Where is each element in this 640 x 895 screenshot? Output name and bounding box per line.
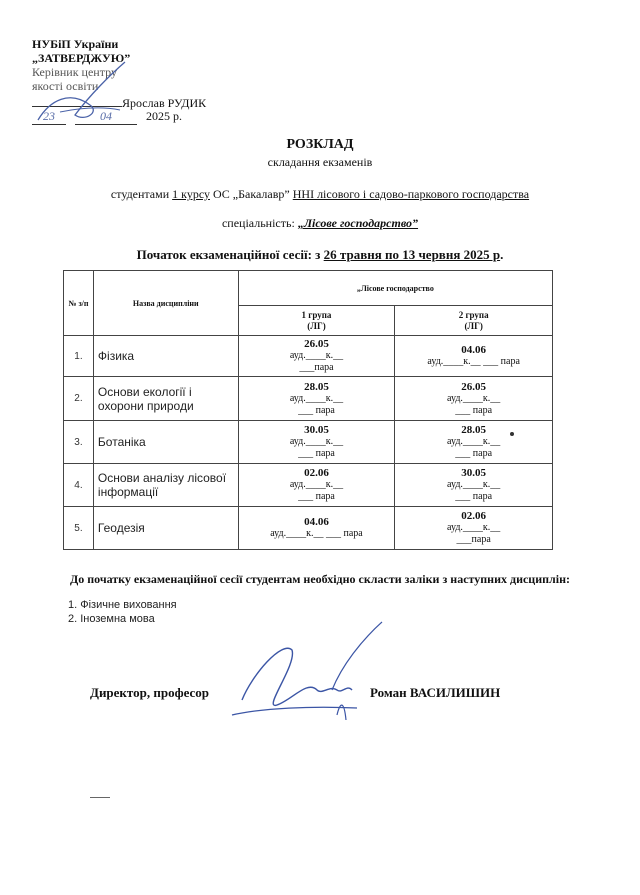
header-discipline: Назва дисципліни <box>93 271 238 336</box>
exam-date: 30.05 <box>304 424 329 436</box>
list-item: 1. Фізичне виховання <box>68 599 177 611</box>
row-num: 3. <box>64 421 94 464</box>
exam-room: ауд.____к.__ <box>289 392 344 404</box>
exam-cell-g2 <box>395 421 553 464</box>
schedule-table <box>63 270 553 550</box>
exam-date: 04.06 <box>304 516 329 528</box>
exam-pair: ___ пара <box>455 448 493 459</box>
credits-note: До початку екзаменаційної сесії студентам необхідно скласти заліки з наступних дисциплін: <box>69 572 571 586</box>
exam-date: 26.05 <box>304 338 329 350</box>
degree: ОС „Бакалавр” <box>212 187 290 201</box>
approval-stamp: „ЗАТВЕРДЖУЮ” <box>32 51 131 65</box>
session-line <box>0 247 640 263</box>
discipline-name: Основи екології і охорони природи <box>93 377 238 421</box>
table-row <box>64 464 553 507</box>
exam-date: 02.06 <box>461 510 487 522</box>
exam-room: ауд.____к.__ <box>289 350 344 361</box>
exam-cell-g1 <box>238 507 395 550</box>
exam-cell-g2 <box>395 507 553 550</box>
director-signature-image <box>222 620 387 730</box>
exam-cell-g2 <box>395 336 553 377</box>
exam-pair: ___ пара <box>298 404 335 416</box>
row-num: 5. <box>64 507 94 550</box>
exam-cell-g1 <box>238 377 395 421</box>
exam-room: ауд.____к.__ <box>289 479 344 490</box>
table-row <box>64 377 553 421</box>
session-suffix: . <box>500 247 504 262</box>
signatory-title: Директор, професор <box>90 685 210 700</box>
exam-date: 02.06 <box>304 467 329 479</box>
session-range: 26 травня по 13 червня 2025 р <box>323 247 501 262</box>
exam-cell-g1 <box>238 336 395 377</box>
table-row <box>64 421 553 464</box>
approval-role-1: Керівник центру <box>32 65 117 79</box>
exam-room: ауд.____к.__ ___ пара <box>270 528 363 539</box>
row-num: 2. <box>64 377 94 421</box>
header-group-1 <box>238 306 395 336</box>
exam-pair: ___ пара <box>298 448 335 459</box>
header-specialty: „Лісове господарство <box>238 271 552 306</box>
exam-pair: ___пара <box>299 362 334 373</box>
approval-month: 04 <box>75 109 137 125</box>
exam-pair: ___ пара <box>455 491 493 502</box>
header-group-2 <box>395 306 553 336</box>
exam-date: 28.05 <box>304 380 329 393</box>
approval-day: 23 <box>32 109 66 125</box>
approval-year: 2025 р. <box>146 109 182 123</box>
exam-date: 28.05 <box>461 424 487 436</box>
group-1-code: (ЛГ) <box>307 320 326 331</box>
discipline-name: Геодезія <box>93 507 238 550</box>
exam-pair: ___ пара <box>298 491 335 502</box>
exam-room: ауд.____к.__ <box>289 436 344 447</box>
students-line <box>0 187 640 202</box>
approval-signature-image <box>30 60 140 130</box>
doc-subtitle: складання екзаменів <box>267 155 373 169</box>
exam-cell-g1 <box>238 421 395 464</box>
approval-org: НУБіП України <box>32 37 119 51</box>
session-prefix: Початок екзаменаційної сесії: з <box>136 247 321 262</box>
table-row <box>64 336 553 377</box>
specialty-line <box>0 216 640 231</box>
credits-list <box>68 598 177 626</box>
table-row <box>64 507 553 550</box>
group-2-label: 2 група <box>458 309 489 320</box>
exam-pair: ___ пара <box>455 404 493 416</box>
group-1-label: 1 група <box>301 309 332 320</box>
list-item: 2. Іноземна мова <box>68 613 155 625</box>
exam-room: ауд.____к.__ <box>447 436 501 447</box>
course: 1 курсу <box>172 187 210 201</box>
discipline-name: Фізика <box>93 336 238 377</box>
specialty: „Лісове господарство” <box>297 216 419 230</box>
discipline-name: Ботаніка <box>93 421 238 464</box>
exam-cell-g2 <box>395 464 553 507</box>
exam-room: ауд.____к.__ <box>447 392 501 404</box>
doc-title: РОЗКЛАД <box>286 137 354 152</box>
signatory-name: Роман ВАСИЛИШИН <box>370 685 501 700</box>
row-num: 1. <box>64 336 94 377</box>
stray-mark <box>90 797 110 798</box>
header-num: № з/п <box>64 271 94 336</box>
students-prefix: студентами <box>110 187 170 201</box>
approval-role-2: якості освіти <box>32 79 99 93</box>
approver-name: Ярослав РУДИК <box>122 96 207 110</box>
exam-room: ауд.____к.__ ___ пара <box>427 356 520 367</box>
row-num: 4. <box>64 464 94 507</box>
exam-pair: ___пара <box>456 534 491 545</box>
exam-date: 30.05 <box>461 467 487 479</box>
exam-room: ауд.____к.__ <box>447 479 501 490</box>
exam-room: ауд.____к.__ <box>447 522 501 533</box>
exam-date: 04.06 <box>461 344 487 356</box>
institute: ННІ лісового і садово-паркового господарства <box>292 187 530 201</box>
exam-date: 26.05 <box>461 380 487 393</box>
ink-dot <box>510 432 514 436</box>
exam-cell-g2 <box>395 377 553 421</box>
spec-prefix: спеціальність: <box>221 216 295 230</box>
exam-cell-g1 <box>238 464 395 507</box>
group-2-code: (ЛГ) <box>464 320 483 331</box>
discipline-name: Основи аналізу лісової інформації <box>93 464 238 507</box>
